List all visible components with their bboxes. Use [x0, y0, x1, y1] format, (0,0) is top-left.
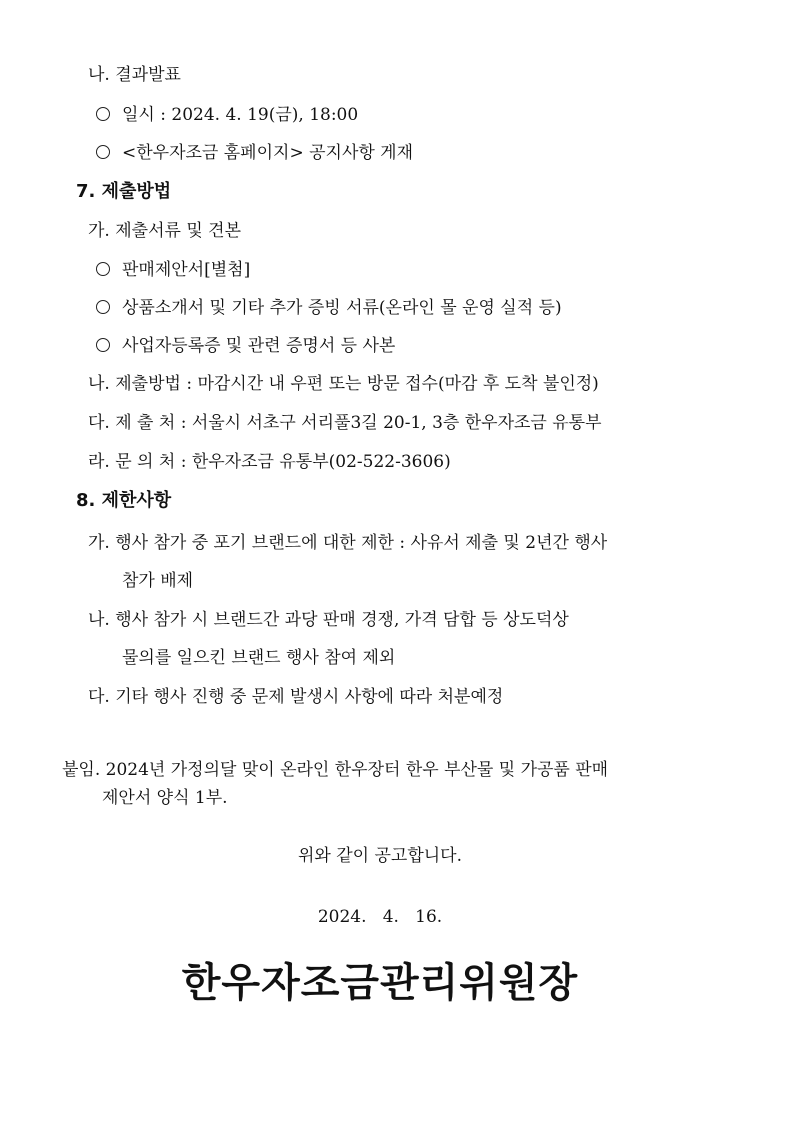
attachment-line1: 붙임. 2024년 가정의달 맞이 온라인 한우장터 한우 부산물 및 가공품 판매: [62, 760, 609, 780]
document-item: [96, 297, 562, 319]
result-date-text: 일시 : 2024. 4. 19(금), 18:00: [122, 105, 359, 125]
bullet-circle-icon: [96, 262, 110, 276]
bullet-circle-icon: [96, 107, 110, 121]
result-date-item: [96, 104, 358, 126]
document-item: [96, 335, 395, 357]
document-item: [96, 259, 250, 281]
issuer-title: 한우자조금관리위원장: [181, 959, 579, 1006]
section-7-heading: 7. 제출방법: [76, 181, 172, 202]
section-8-heading: 8. 제한사항: [76, 490, 172, 511]
documents-label: 가. 제출서류 및 견본: [88, 221, 241, 241]
restriction-a-line1: 가. 행사 참가 중 포기 브랜드에 대한 제한 : 사유서 제출 및 2년간 행사: [88, 533, 608, 553]
result-notice-item: [96, 142, 413, 164]
restriction-b-line2: 물의를 일으킨 브랜드 행사 참여 제외: [122, 648, 396, 668]
restriction-a-line2: 참가 배제: [122, 571, 194, 591]
restriction-b-line1: 나. 행사 참가 시 브랜드간 과당 판매 경쟁, 가격 담합 등 상도덕상: [88, 610, 569, 630]
bullet-circle-icon: [96, 300, 110, 314]
result-notice-text: <한우자조금 홈페이지> 공지사항 게재: [122, 143, 414, 163]
document-item-text: 판매제안서[별첨]: [122, 260, 251, 280]
submission-destination: 다. 제 출 처 : 서울시 서초구 서리풀3길 20-1, 3층 한우자조금 유통부: [88, 413, 602, 433]
bullet-circle-icon: [96, 145, 110, 159]
document-item-text: 상품소개서 및 기타 추가 증빙 서류(온라인 몰 운영 실적 등): [122, 298, 562, 318]
restriction-c: 다. 기타 행사 진행 중 문제 발생시 사항에 따라 처분예정: [88, 687, 504, 707]
result-announcement-label: 나. 결과발표: [88, 65, 181, 85]
document-item-text: 사업자등록증 및 관련 증명서 등 사본: [122, 336, 396, 356]
bullet-circle-icon: [96, 338, 110, 352]
closing-date: 2024. 4. 16.: [317, 907, 443, 927]
contact-info: 라. 문 의 처 : 한우자조금 유통부(02-522-3606): [88, 452, 451, 472]
submission-method: 나. 제출방법 : 마감시간 내 우편 또는 방문 접수(마감 후 도착 불인정): [88, 374, 599, 394]
closing-statement: 위와 같이 공고합니다.: [297, 846, 462, 866]
attachment-line2: 제안서 양식 1부.: [102, 788, 228, 808]
